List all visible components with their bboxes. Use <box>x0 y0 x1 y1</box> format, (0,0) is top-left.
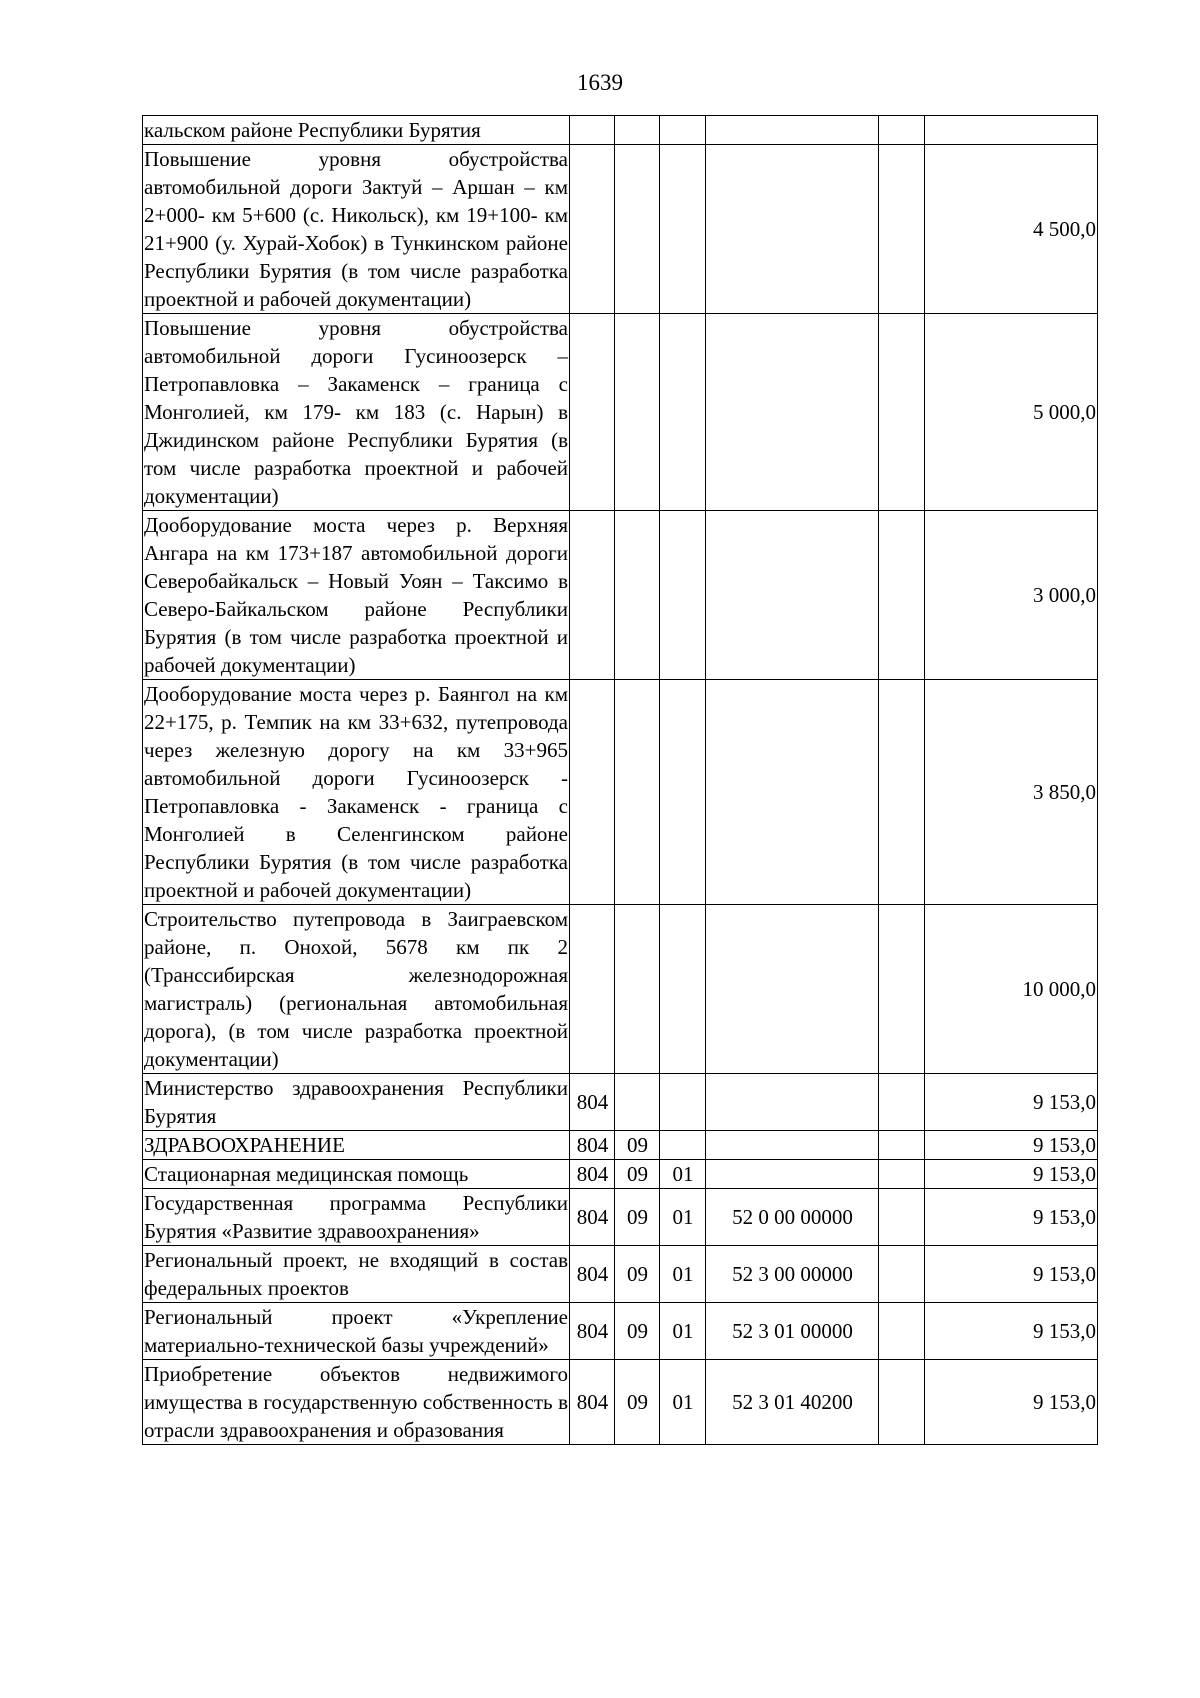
table-row <box>143 905 1098 1074</box>
table-row <box>143 511 1098 680</box>
expense-type-cell <box>879 1131 925 1160</box>
target-article-cell <box>706 1160 879 1189</box>
amount-cell: 9 153,0 <box>925 1303 1098 1360</box>
expense-type-cell <box>879 511 925 680</box>
page-number: 1639 <box>577 70 623 95</box>
expense-type-cell <box>879 680 925 905</box>
table-row <box>143 1360 1098 1445</box>
ministry-code-cell: 804 <box>570 1246 615 1303</box>
subsection-code-cell: 01 <box>660 1189 706 1246</box>
ministry-code-cell: 804 <box>570 1160 615 1189</box>
section-code-cell <box>615 511 660 680</box>
amount-cell <box>925 116 1098 145</box>
amount-cell: 3 850,0 <box>925 680 1098 905</box>
ministry-code-cell <box>570 905 615 1074</box>
expense-type-cell <box>879 1303 925 1360</box>
amount-cell: 9 153,0 <box>925 1360 1098 1445</box>
section-code-cell: 09 <box>615 1189 660 1246</box>
expense-type-cell <box>879 1189 925 1246</box>
section-code-cell <box>615 1074 660 1131</box>
section-code-cell <box>615 116 660 145</box>
row-name-cell: Государственная программа Республики Бурятия «Развитие здравоохранения» <box>143 1189 570 1246</box>
table-row <box>143 1131 1098 1160</box>
subsection-code-cell <box>660 314 706 511</box>
ministry-code-cell <box>570 145 615 314</box>
amount-cell: 4 500,0 <box>925 145 1098 314</box>
row-name-cell: Стационарная медицинская помощь <box>143 1160 570 1189</box>
section-code-cell: 09 <box>615 1303 660 1360</box>
amount-cell: 9 153,0 <box>925 1074 1098 1131</box>
amount-cell: 9 153,0 <box>925 1189 1098 1246</box>
subsection-code-cell <box>660 1131 706 1160</box>
expense-type-cell <box>879 314 925 511</box>
table-row <box>143 1303 1098 1360</box>
table-row <box>143 1074 1098 1131</box>
table-row <box>143 1160 1098 1189</box>
target-article-cell <box>706 1131 879 1160</box>
row-name-cell: Дооборудование моста через р. Баянгол на км 22+175, р. Темпик на км 33+632, путепровода через железную дорогу на км 33+965 автомобильной дороги Гусиноозерск - Петропавловка - Закаменск - граница с Монголией в Селенгинском районе Республики Бурятия (в том числе разработка проектной и рабочей документации) <box>143 680 570 905</box>
row-name-cell: Повышение уровня обустройства автомобильной дороги Зактуй – Аршан – км 2+000- км 5+600 (с. Никольск), км 19+100- км 21+900 (у. Хурай-Хобок) в Тункинском районе Республики Бурятия (в том числе разработка проектной и рабочей документации) <box>143 145 570 314</box>
expense-type-cell <box>879 1246 925 1303</box>
target-article-cell: 52 3 01 40200 <box>706 1360 879 1445</box>
subsection-code-cell <box>660 1074 706 1131</box>
ministry-code-cell: 804 <box>570 1074 615 1131</box>
target-article-cell: 52 3 01 00000 <box>706 1303 879 1360</box>
budget-table <box>142 115 1098 1445</box>
ministry-code-cell <box>570 116 615 145</box>
section-code-cell <box>615 905 660 1074</box>
section-code-cell <box>615 145 660 314</box>
amount-cell: 9 153,0 <box>925 1131 1098 1160</box>
row-name-cell: Региональный проект, не входящий в состав федеральных проектов <box>143 1246 570 1303</box>
expense-type-cell <box>879 905 925 1074</box>
expense-type-cell <box>879 116 925 145</box>
table-row <box>143 1189 1098 1246</box>
ministry-code-cell <box>570 511 615 680</box>
subsection-code-cell <box>660 680 706 905</box>
target-article-cell: 52 3 00 00000 <box>706 1246 879 1303</box>
amount-cell: 3 000,0 <box>925 511 1098 680</box>
section-code-cell: 09 <box>615 1131 660 1160</box>
row-name-cell: ЗДРАВООХРАНЕНИЕ <box>143 1131 570 1160</box>
expense-type-cell <box>879 1160 925 1189</box>
target-article-cell <box>706 1074 879 1131</box>
target-article-cell <box>706 905 879 1074</box>
amount-cell: 9 153,0 <box>925 1246 1098 1303</box>
expense-type-cell <box>879 1074 925 1131</box>
target-article-cell <box>706 314 879 511</box>
target-article-cell: 52 0 00 00000 <box>706 1189 879 1246</box>
subsection-code-cell <box>660 905 706 1074</box>
row-name-cell: Приобретение объектов недвижимого имущества в государственную собственность в отрасли здравоохранения и образования <box>143 1360 570 1445</box>
section-code-cell: 09 <box>615 1246 660 1303</box>
target-article-cell <box>706 145 879 314</box>
amount-cell: 5 000,0 <box>925 314 1098 511</box>
subsection-code-cell: 01 <box>660 1360 706 1445</box>
subsection-code-cell <box>660 511 706 680</box>
expense-type-cell <box>879 145 925 314</box>
ministry-code-cell: 804 <box>570 1303 615 1360</box>
subsection-code-cell <box>660 145 706 314</box>
subsection-code-cell <box>660 116 706 145</box>
row-name-cell: Повышение уровня обустройства автомобильной дороги Гусиноозерск – Петропавловка – Закаменск – граница с Монголией, км 179- км 183 (с. Нарын) в Джидинском районе Республики Бурятия (в том числе разработка проектной и рабочей документации) <box>143 314 570 511</box>
ministry-code-cell <box>570 314 615 511</box>
table-row <box>143 116 1098 145</box>
ministry-code-cell <box>570 680 615 905</box>
table-row <box>143 1246 1098 1303</box>
ministry-code-cell: 804 <box>570 1360 615 1445</box>
table-row <box>143 314 1098 511</box>
amount-cell: 9 153,0 <box>925 1160 1098 1189</box>
subsection-code-cell: 01 <box>660 1160 706 1189</box>
target-article-cell <box>706 680 879 905</box>
section-code-cell: 09 <box>615 1360 660 1445</box>
ministry-code-cell: 804 <box>570 1131 615 1160</box>
subsection-code-cell: 01 <box>660 1303 706 1360</box>
ministry-code-cell: 804 <box>570 1189 615 1246</box>
row-name-cell: Региональный проект «Укрепление материально-технической базы учреждений» <box>143 1303 570 1360</box>
section-code-cell: 09 <box>615 1160 660 1189</box>
subsection-code-cell: 01 <box>660 1246 706 1303</box>
row-name-cell: Строительство путепровода в Заиграевском районе, п. Онохой, 5678 км пк 2 (Транссибирская железнодорожная магистраль) (региональная автомобильная дорога), (в том числе разработка проектной документации) <box>143 905 570 1074</box>
target-article-cell <box>706 511 879 680</box>
target-article-cell <box>706 116 879 145</box>
row-name-cell: кальском районе Республики Бурятия <box>143 116 570 145</box>
expense-type-cell <box>879 1360 925 1445</box>
amount-cell: 10 000,0 <box>925 905 1098 1074</box>
row-name-cell: Министерство здравоохранения Республики Бурятия <box>143 1074 570 1131</box>
section-code-cell <box>615 314 660 511</box>
table-row <box>143 680 1098 905</box>
table-row <box>143 145 1098 314</box>
row-name-cell: Дооборудование моста через р. Верхняя Ангара на км 173+187 автомобильной дороги Северобайкальск – Новый Уоян – Таксимо в Северо-Байкальском районе Республики Бурятия (в том числе разработка проектной и рабочей документации) <box>143 511 570 680</box>
section-code-cell <box>615 680 660 905</box>
